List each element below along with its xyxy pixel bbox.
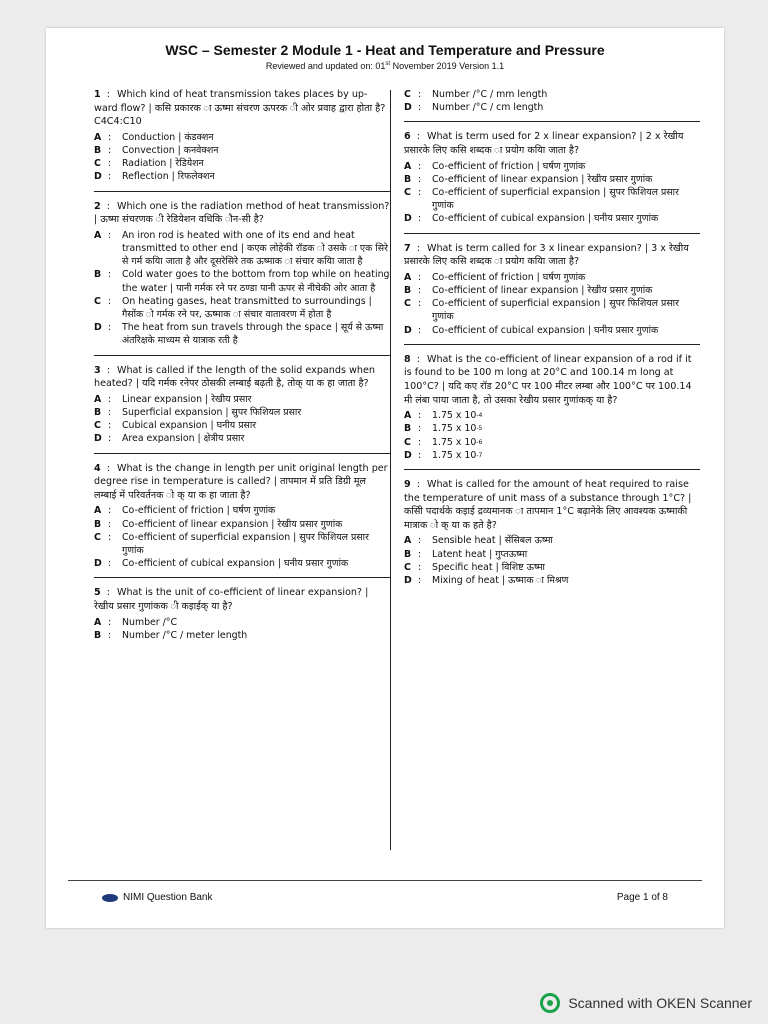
question-number: 9: [404, 479, 411, 490]
option-letter: A: [94, 616, 102, 628]
option-text: The heat from sun travels through the space | सूर्य से ऊष्मा अंतरिक्षके माध्यम से यात्राक रती है: [122, 322, 384, 347]
answer-option: A : 1.75 x $10^{-4}$: [404, 409, 700, 422]
option-text: Co-efficient of superficial expansion | सुपर फिशियल प्रसार गुणांक: [432, 187, 679, 212]
answer-option: C : Radiation | रेडियेशन: [94, 157, 390, 170]
answer-option: A : Linear expansion | रेखीय प्रसार: [94, 393, 390, 406]
left-column: [94, 88, 390, 657]
option-letter: B: [94, 518, 102, 530]
answer-option: C : Specific heat | विशिष्ट ऊष्मा: [404, 561, 700, 574]
page-subtitle: Reviewed and updated on: 01st November 2019 Version 1.1: [265, 61, 505, 71]
answer-option: C : Number /°C / mm length: [404, 88, 700, 101]
option-text: Conduction | कंडक्शन: [122, 131, 214, 143]
question-body: Which kind of heat transmission takes places by up-ward flow? | कसि प्रकारक ा ऊष्मा संचरण ऊपरक ी ओर प्रवाह द्वारा होता है?C4C4:C10: [94, 89, 386, 128]
answer-option: D : Area expansion | क्षेत्रीय प्रसार: [94, 432, 390, 445]
option-text: An iron rod is heated with one of its end and heat transmitted to other end | कएक लोहेकी रॉडक ो उसके ा एक सिरे से गर्म कयिा जाता है और दूसरेसिरे तक ऊष्माक ा संचार कयिा जाता है: [122, 229, 388, 268]
answer-option: C : Co-efficient of superficial expansion | सुपर फिशियल प्रसार गुणांक: [94, 531, 390, 557]
option-letter: C: [404, 436, 411, 448]
option-text: Co-efficient of superficial expansion | सुपर फिशियल प्रसार गुणांक: [122, 531, 369, 556]
answer-option: C : Co-efficient of superficial expansion | सुपर फिशियल प्रसार गुणांक: [404, 186, 700, 212]
option-text: Co-efficient of friction | घर्षण गुणांक: [432, 160, 586, 172]
option-letter: D: [94, 322, 102, 334]
question-text: 3 : What is called if the length of the solid expands when heated? | यदि गर्मक रनेपर ठोसकी लम्बाई बढ़ती है, तोक् या क हा जाता है?: [94, 364, 375, 390]
option-letter: C: [94, 531, 101, 543]
option-text: Number /°C: [122, 616, 178, 628]
answer-option: D : Mixing of heat | ऊष्माक ा मिश्रण: [404, 574, 700, 587]
question-text: 4 : What is the change in length per unit original length per degree rise in temperature is called? | तापमान में प्रति डिग्री मूल लम्बाई में परिवर्तनक ो क् या क हा जाता है?: [94, 462, 388, 501]
question-block: [404, 88, 700, 122]
answer-option: B : Number /°C / meter length: [94, 629, 390, 642]
question-number: 8: [404, 353, 411, 365]
answer-option: A : An iron rod is heated with one of its end and heat transmitted to other end | कएक लोहेकी रॉडक ो उसके ा एक सिरे से गर्म कयिा जाता है और दूसरेसिरे तक ऊष्माक ा संचार कयिा जाता है: [94, 229, 390, 269]
answer-option: B : Convection | कनवेक्शन: [94, 144, 390, 157]
question-body: What is called if the length of the solid expands when heated? | यदि गर्मक रनेपर ठोसकी लम्बाई बढ़ती है, तोक् या क हा जाता है?: [94, 364, 375, 390]
option-letter: C: [404, 561, 411, 573]
question-text: 1 : Which kind of heat transmission takes places by up-ward flow? | कसि प्रकारक ा ऊष्मा संचरण ऊपरक ी ओर प्रवाह द्वारा होता है?C4C4:C10: [94, 89, 386, 128]
option-letter: C: [404, 89, 411, 100]
option-letter: B: [404, 285, 412, 296]
option-text: Cubical expansion | घनीय प्रसार: [122, 420, 257, 432]
option-text: Convection | कनवेक्शन: [122, 144, 219, 156]
question-text: 6 : What is term used for 2 x linear expansion? | 2 x रेखीय प्रसारके लिए कसि शब्दक ा प्रयोग कयिा जाता है?: [404, 131, 684, 156]
question-block: [404, 478, 700, 594]
option-letter: A: [94, 393, 102, 405]
option-text: 1.75 x $10^{-4}$: [432, 410, 483, 422]
answer-option: C : 1.75 x $10^{-6}$: [404, 436, 700, 449]
option-text: On heating gases, heat transmitted to surroundings | गैसोंक ो गर्मक रने पर, ऊष्माक ा संचार वातावरण में होता है: [122, 295, 372, 320]
option-text: Co-efficient of cubical expansion | घनीय प्रसार गुणांक: [122, 558, 349, 570]
question-block: [94, 462, 390, 579]
question-block: [94, 586, 390, 649]
answer-option: B : Cold water goes to the bottom from top while on heating the water | पानी गर्मक रने पर ठण्डा पानी ऊपर से नीचेकी ओर आता है: [94, 269, 390, 294]
answer-option: C : Cubical expansion | घनीय प्रसार: [94, 419, 390, 432]
option-letter: D: [94, 433, 102, 445]
option-text: Linear expansion | रेखीय प्रसार: [122, 393, 252, 405]
question-block: [94, 364, 390, 454]
footer-divider: [68, 880, 702, 881]
answer-option: B : Latent heat | गुप्तऊष्मा: [404, 548, 700, 561]
page-number: Page 1 of 8: [616, 892, 668, 903]
column-divider: [390, 90, 391, 850]
option-text: Reflection | रिफलेक्शन: [122, 171, 215, 183]
question-text: 7 : What is term called for 3 x linear expansion? | 3 x रेखीय प्रसारके लिए कसि शब्दक ा प्रयोग कयिा जाता है?: [404, 242, 689, 268]
question-block: [404, 353, 700, 470]
option-letter: B: [404, 548, 412, 560]
answer-option: A : Sensible heat | सेंसिबल ऊष्मा: [404, 534, 700, 547]
option-text: Co-efficient of linear expansion | रेखीय प्रसार गुणांक: [432, 285, 653, 296]
question-text: 5 : What is the unit of co-efficient of linear expansion? | रेखीय प्रसार गुणांकक ी कइाईक् या है?: [94, 587, 369, 612]
option-text: Co-efficient of cubical expansion | घनीय प्रसार गुणांक: [432, 324, 659, 336]
document-page: [46, 28, 724, 928]
answer-option: C : On heating gases, heat transmitted to surroundings | गैसोंक ो गर्मक रने पर, ऊष्माक ा संचार वातावरण में होता है: [94, 295, 390, 321]
option-letter: C: [94, 158, 101, 170]
nimi-logo-icon: [102, 894, 118, 902]
option-text: 1.75 x $10^{-7}$: [432, 449, 483, 461]
question-text: 2 : Which one is the radiation method of heat transmission? | ऊष्मा संचरणक ी रेडियेशन वधिकि ौन-सी है?: [94, 200, 390, 226]
option-letter: A: [404, 271, 412, 283]
answer-option: D : Reflection | रिफलेक्शन: [94, 170, 390, 183]
answer-option: D : The heat from sun travels through the space | सूर्य से ऊष्मा अंतरिक्षके माध्यम से यात्राक रती है: [94, 321, 390, 347]
option-text: Radiation | रेडियेशन: [122, 158, 204, 170]
scanner-text: Scanned with OKEN Scanner: [568, 995, 752, 1011]
option-letter: A: [404, 410, 412, 422]
option-text: Co-efficient of superficial expansion | सुपर फिशियल प्रसार गुणांक: [432, 298, 679, 323]
question-body: What is the change in length per unit original length per degree rise in temperature is called? | तापमान में प्रति डिग्री मूल लम्बाई में परिवर्तनक ो क् या क हा जाता है?: [94, 462, 388, 501]
answer-option: B : Superficial expansion | सुपर फिशियल प्रसार: [94, 406, 390, 419]
question-number: 4: [94, 462, 101, 474]
answer-option: A : Number /°C: [94, 616, 390, 629]
option-letter: D: [94, 171, 102, 183]
option-letter: B: [404, 423, 412, 435]
option-letter: B: [404, 173, 412, 185]
answer-option: A : Co-efficient of friction | घर्षण गुणांक: [94, 504, 390, 517]
option-text: Co-efficient of friction | घर्षण गुणांक: [432, 271, 586, 283]
question-body: What is term called for 3 x linear expansion? | 3 x रेखीय प्रसारके लिए कसि शब्दक ा प्रयोग कयिा जाता है?: [404, 242, 689, 268]
option-letter: D: [404, 449, 412, 461]
option-text: Co-efficient of linear expansion | रेखीय प्रसार गुणांक: [122, 518, 343, 530]
right-column: [404, 88, 700, 602]
answer-option: A : Conduction | कंडक्शन: [94, 131, 390, 144]
question-body: What is the unit of co-efficient of linear expansion? | रेखीय प्रसार गुणांकक ी कइाईक् या है?: [94, 587, 369, 612]
option-text: Number /°C / mm length: [432, 89, 548, 100]
option-text: Cold water goes to the bottom from top while on heating the water | पानी गर्मक रने पर ठण्डा पानी ऊपर से नीचेकी ओर आता है: [122, 269, 390, 294]
question-number: 6: [404, 131, 411, 143]
option-letter: D: [404, 574, 412, 586]
option-letter: A: [94, 131, 102, 143]
question-block: [404, 242, 700, 345]
question-number: 7: [404, 242, 411, 254]
answer-option: A : Co-efficient of friction | घर्षण गुणांक: [404, 271, 700, 284]
option-text: Co-efficient of friction | घर्षण गुणांक: [122, 505, 276, 517]
option-text: 1.75 x $10^{-6}$: [432, 436, 483, 448]
option-letter: C: [404, 298, 411, 310]
option-letter: B: [94, 407, 102, 418]
option-letter: A: [404, 160, 412, 172]
question-block: [94, 88, 390, 192]
question-body: What is called for the amount of heat required to raise the temperature of unit mass of a substance through 1°C? | कसिी पदार्थके कइाई द्रव्यमानक ा तापमान 1°C बढ़ानेके लिए आवश्यक ऊष्माकी मात्राक ो क् या क हते है?: [404, 479, 692, 531]
option-text: Sensible heat | सेंसिबल ऊष्मा: [432, 535, 553, 547]
answer-option: A : Co-efficient of friction | घर्षण गुणांक: [404, 160, 700, 173]
question-text: 9 : What is called for the amount of heat required to raise the temperature of unit mass of a substance through 1°C? | कसिी पदार्थके कइाई द्रव्यमानक ा तापमान 1°C बढ़ानेके लिए आवश्यक ऊष्माकी मात्राक ो क् या क हते है?: [404, 479, 692, 531]
question-block: [404, 130, 700, 233]
answer-option: B : Co-efficient of linear expansion | रेखीय प्रसार गुणांक: [404, 173, 700, 186]
option-letter: C: [94, 420, 101, 432]
answer-option: D : 1.75 x $10^{-7}$: [404, 449, 700, 462]
option-text: Specific heat | विशिष्ट ऊष्मा: [432, 561, 545, 573]
option-letter: D: [94, 558, 102, 570]
option-letter: D: [404, 324, 412, 336]
oken-scanner-logo-icon: [540, 993, 560, 1013]
option-text: 1.75 x $10^{-5}$: [432, 423, 483, 435]
option-text: Number /°C / meter length: [122, 629, 248, 641]
question-text: 8 : What is the co-efficient of linear expansion of a rod if it is found to be 100 m long at 20°C and 100.14 m long at 100°C? | यदि कए रॉड 20°C पर 100 मीटर लम्बा और 100°C पर 100.14 मी लंबा पाया जाता है, तो उसका रेखीय प्रसार गुणांकक् या है?: [404, 353, 692, 406]
question-number: 2: [94, 200, 101, 212]
option-text: Area expansion | क्षेत्रीय प्रसार: [122, 433, 245, 445]
option-letter: B: [94, 144, 102, 156]
footer-left: [102, 892, 212, 903]
option-text: Superficial expansion | सुपर फिशियल प्रसार: [122, 407, 302, 418]
answer-option: B : 1.75 x $10^{-5}$: [404, 422, 700, 435]
option-letter: A: [94, 505, 102, 517]
footer-label: NIMI Question Bank: [123, 892, 213, 903]
option-letter: B: [94, 269, 102, 281]
option-letter: C: [404, 187, 411, 198]
question-body: What is term used for 2 x linear expansion? | 2 x रेखीय प्रसारके लिए कसि शब्दक ा प्रयोग कयिा जाता है?: [404, 131, 684, 156]
question-number: 5: [94, 587, 101, 599]
answer-option: B : Co-efficient of linear expansion | रेखीय प्रसार गुणांक: [404, 284, 700, 297]
option-text: Co-efficient of cubical expansion | घनीय प्रसार गुणांक: [432, 213, 659, 225]
answer-option: B : Co-efficient of linear expansion | रेखीय प्रसार गुणांक: [94, 518, 390, 531]
answer-option: D : Number /°C / cm length: [404, 101, 700, 114]
option-letter: B: [94, 629, 102, 641]
question-body: What is the co-efficient of linear expansion of a rod if it is found to be 100 m long at 20°C and 100.14 m long at 100°C? | यदि कए रॉड 20°C पर 100 मीटर लम्बा और 100°C पर 100.14 मी लंबा पाया जाता है, तो उसका रेखीय प्रसार गुणांकक् या है?: [404, 353, 692, 406]
option-letter: C: [94, 295, 101, 307]
option-letter: A: [94, 229, 102, 241]
option-letter: D: [404, 102, 412, 114]
option-text: Latent heat | गुप्तऊष्मा: [432, 548, 528, 560]
page-title: WSC – Semester 2 Module 1 - Heat and Temperature and Pressure: [165, 42, 605, 58]
question-number: 3: [94, 364, 101, 376]
option-text: Mixing of heat | ऊष्माक ा मिश्रण: [432, 574, 569, 586]
answer-option: D : Co-efficient of cubical expansion | घनीय प्रसार गुणांक: [404, 212, 700, 225]
option-letter: A: [404, 535, 412, 547]
option-text: Number /°C / cm length: [432, 102, 544, 114]
option-text: Co-efficient of linear expansion | रेखीय प्रसार गुणांक: [432, 173, 653, 185]
answer-option: D : Co-efficient of cubical expansion | घनीय प्रसार गुणांक: [404, 324, 700, 337]
option-letter: D: [404, 213, 412, 225]
question-number: 1: [94, 89, 101, 100]
answer-option: C : Co-efficient of superficial expansion | सुपर फिशियल प्रसार गुणांक: [404, 297, 700, 323]
scanner-watermark: [540, 993, 752, 1013]
answer-option: D : Co-efficient of cubical expansion | घनीय प्रसार गुणांक: [94, 557, 390, 570]
question-block: [94, 200, 390, 356]
question-body: Which one is the radiation method of heat transmission? | ऊष्मा संचरणक ी रेडियेशन वधिकि ौन-सी है?: [94, 200, 390, 226]
